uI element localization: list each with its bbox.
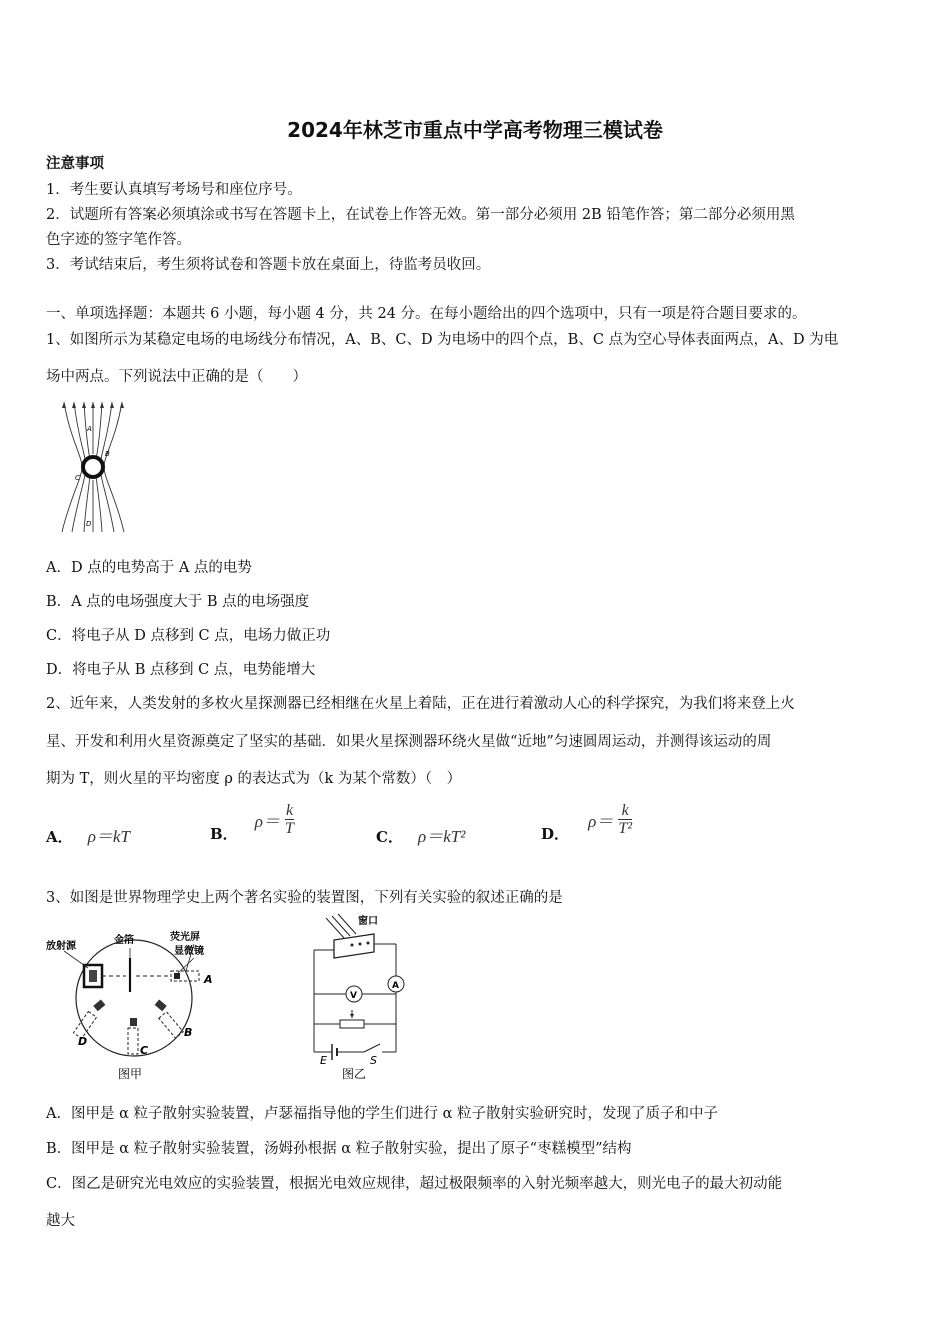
section-heading: 一、单项选择题：本题共 6 小题，每小题 4 分，共 24 分。在每小题给出的四个选项中，只有一项是符合题目要求的。 [46, 306, 807, 322]
q1-field-figure [48, 398, 140, 536]
notice-item-1: 1．考生要认真填写考场号和座位序号。 [46, 182, 302, 198]
figure-caption-jia: 图甲 [118, 1067, 143, 1081]
q1-option-c: C．将电子从 D 点移到 C 点，电场力做正功 [46, 628, 331, 644]
q2-option-b-label: B． [210, 825, 238, 843]
q3-option-c: C．图乙是研究光电效应的实验装置，根据光电效应规律，超过极限频率的入射光频率越大，则光电子的最大初动能 [46, 1176, 783, 1192]
label-b: B [184, 1026, 193, 1039]
q2-option-c [376, 822, 465, 847]
q2-stem-line3: 期为 T，则火星的平均密度 ρ 的表达式为（k 为某个常数）（ ） [46, 771, 462, 787]
label-voltmeter: V [350, 991, 357, 1001]
label-d: D [78, 1035, 88, 1048]
q2-option-a-label: A． [46, 828, 73, 846]
label-foil: 金箔 [114, 935, 134, 946]
page-title: 2024年林芝市重点中学高考物理三模试卷 [287, 118, 663, 142]
label-a: A [87, 425, 92, 433]
q3-option-b: B．图甲是 α 粒子散射实验装置，汤姆孙根据 α 粒子散射实验，提出了原子“枣糕模型”结构 [46, 1141, 632, 1157]
q2-option-b [210, 802, 294, 843]
label-s: S [370, 1054, 377, 1067]
q2-option-b-denominator: T [285, 820, 294, 837]
notice-heading: 注意事项 [46, 155, 104, 172]
label-window: 窗口 [358, 916, 378, 927]
label-a: A [204, 973, 213, 986]
label-ammeter: A [392, 981, 399, 991]
label-b: B [105, 450, 110, 458]
q2-option-d-denominator: T² [618, 820, 633, 837]
q2-option-b-numerator: k [285, 802, 294, 819]
label-e: E [320, 1054, 327, 1067]
q2-option-c-expr: ρ＝kT² [418, 827, 466, 846]
notice-item-2-cont: 色字迹的签字笔作答。 [46, 232, 191, 248]
label-d: D [86, 520, 92, 528]
notice-item-3: 3．考试结束后，考生须将试卷和答题卡放在桌面上，待监考员收回。 [46, 257, 491, 273]
q2-option-a-expr: ρ＝kT [87, 827, 130, 846]
figure-caption-yi: 图乙 [342, 1067, 367, 1081]
q2-option-d-lhs: ρ＝ [588, 812, 614, 831]
q1-stem-line2: 场中两点。下列说法中正确的是（ ） [46, 369, 307, 385]
q3-figure-yi [304, 912, 416, 1084]
q2-option-b-lhs: ρ＝ [254, 812, 280, 831]
label-source: 放射源 [46, 941, 76, 952]
q1-option-d: D．将电子从 B 点移到 C 点，电势能增大 [46, 662, 316, 678]
q1-option-a: A．D 点的电势高于 A 点的电势 [46, 560, 252, 576]
q3-option-c-cont: 越大 [46, 1213, 75, 1229]
q2-stem-line1: 2、近年来，人类发射的多枚火星探测器已经相继在火星上着陆，正在进行着激动人心的科学探究，为我们将来登上火 [46, 696, 795, 712]
q2-option-b-fraction [285, 802, 294, 837]
notice-item-2: 2．试题所有答案必须填涂或书写在答题卡上，在试卷上作答无效。第一部分必须用 2B 铅笔作答；第二部分必须用黑 [46, 207, 795, 223]
q2-option-d-numerator: k [621, 802, 629, 819]
q2-option-d-fraction [618, 802, 632, 837]
q2-option-d [541, 802, 633, 843]
q3-option-a: A．图甲是 α 粒子散射实验装置，卢瑟福指导他的学生们进行 α 粒子散射实验研究时，发现了质子和中子 [46, 1106, 718, 1122]
q1-option-b: B．A 点的电场强度大于 B 点的电场强度 [46, 594, 310, 610]
label-c: C [140, 1044, 149, 1057]
label-scope: 显微镜 [174, 946, 204, 957]
q2-option-d-label: D． [541, 825, 570, 843]
q1-stem-line1: 1、如图所示为某稳定电场的电场线分布情况，A、B、C、D 为电场中的四个点，B、C 点为空心导体表面两点，A、D 为电 [46, 332, 839, 348]
q2-stem-line2: 星、开发和利用火星资源奠定了坚实的基础．如果火星探测器环绕火星做“近地”匀速圆周运动，并测得该运动的周 [46, 734, 772, 750]
q3-figure-jia [44, 928, 240, 1084]
label-screen: 荧光屏 [170, 932, 200, 943]
q2-option-c-label: C． [376, 828, 403, 846]
q2-option-a [46, 822, 130, 847]
label-c: C [75, 474, 80, 482]
q3-stem: 3、如图是世界物理学史上两个著名实验的装置图，下列有关实验的叙述正确的是 [46, 890, 563, 906]
